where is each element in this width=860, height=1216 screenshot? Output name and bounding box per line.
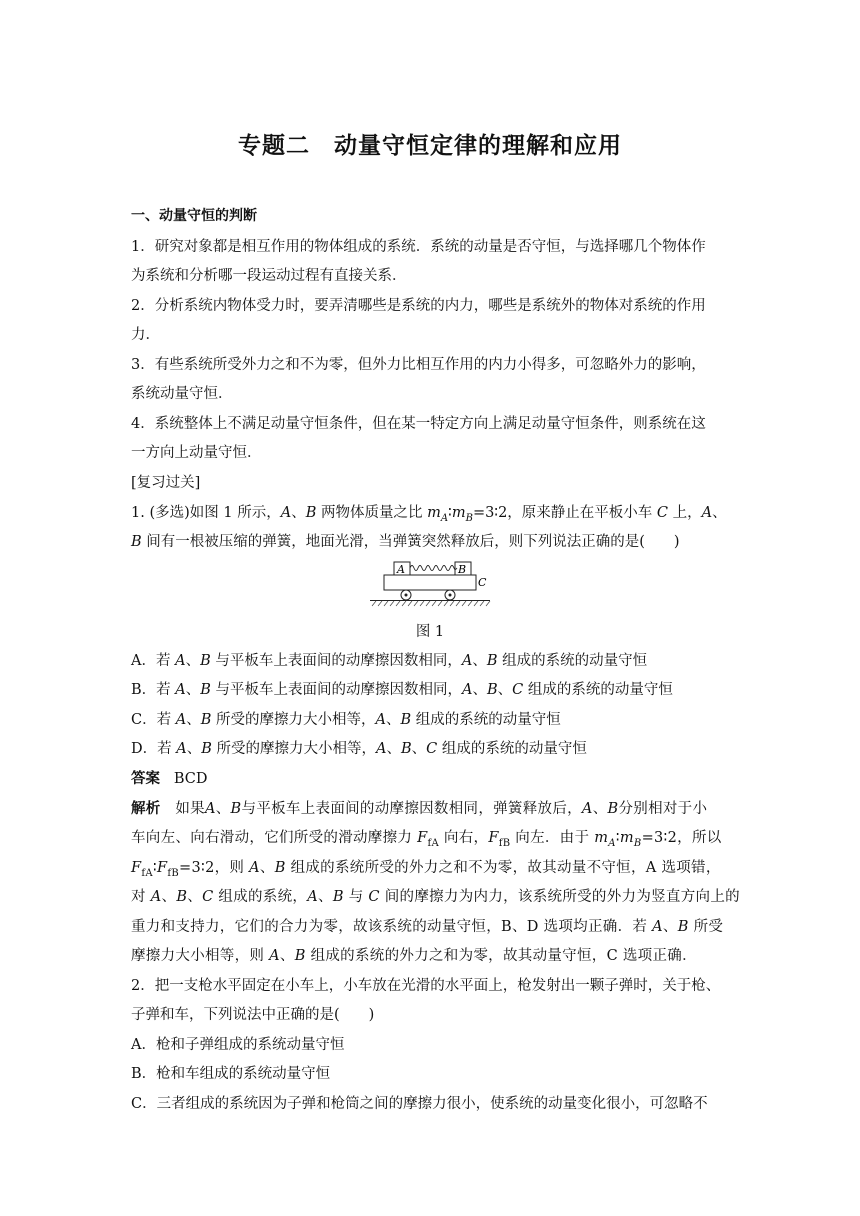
cart-diagram-svg bbox=[368, 558, 492, 608]
paragraph-3-line-2: 系统动量守恒． bbox=[131, 386, 233, 402]
paragraph-4-line-2: 一方向上动量守恒． bbox=[131, 445, 262, 461]
paragraph-2-line-1: 2．分析系统内物体受力时，要弄清哪些是系统的内力，哪些是系统外的物体对系统的作用 bbox=[131, 298, 706, 314]
ground-hatching bbox=[372, 601, 490, 606]
review-heading: [复习过关] bbox=[131, 475, 201, 491]
page-title: 专题二 动量守恒定律的理解和应用 bbox=[238, 133, 622, 159]
question-1-line-1: 1. (多选)如图 1 所示，A、B 两物体质量之比 $m_A∶m_B=3∶2$，原来静止在平板小车 C 上，A、 bbox=[131, 505, 727, 524]
paragraph-3-line-1: 3．有些系统所受外力之和不为零，但外力比相互作用的内力小得多，可忽略外力的影响， bbox=[131, 357, 706, 373]
spring bbox=[410, 566, 457, 571]
q2-option-c: C．三者组成的系统因为子弹和枪筒之间的摩擦力很小，使系统的动量变化很小，可忽略不 bbox=[131, 1096, 708, 1112]
answer-label: 答案 bbox=[131, 771, 160, 787]
question-2-line-2: 子弹和车，下列说法中正确的是( ) bbox=[131, 1007, 375, 1023]
paragraph-1-line-2: 为系统和分析哪一段运动过程有直接关系． bbox=[131, 268, 407, 284]
label-a: A bbox=[397, 563, 405, 576]
paragraph-1-line-1: 1．研究对象都是相互作用的物体组成的系统．系统的动量是否守恒，与选择哪几个物体作 bbox=[131, 239, 706, 255]
wheel-left-axle bbox=[405, 594, 408, 597]
wheel-right-axle bbox=[449, 594, 452, 597]
answer-value: BCD bbox=[173, 771, 208, 787]
label-c: C bbox=[478, 576, 487, 589]
figure-cart-diagram bbox=[368, 558, 492, 612]
q2-option-b: B．枪和车组成的系统动量守恒 bbox=[131, 1066, 331, 1082]
analysis-line-5: 重力和支持力，它们的合力为零，故该系统的动量守恒，B、D 选项均正确．若 A、B 所受 bbox=[131, 919, 724, 935]
analysis-line-3: $F_{fA}∶F_{fB}=3∶2$，则 A、B 组成的系统所受的外力之和不为零，故其动量不守恒，A 选项错， bbox=[131, 860, 721, 879]
analysis-line-6: 摩擦力大小相等，则 A、B 组成的系统的外力之和为零，故其动量守恒，C 选项正确． bbox=[131, 948, 697, 964]
cart-body bbox=[384, 575, 476, 590]
analysis-line-2: 车向左、向右滑动，它们所受的滑动摩擦力 $F_{fA}$ 向右，$F_{fB}$ 向左．由于 $m_A∶m_B=3∶2$，所以 bbox=[131, 830, 722, 849]
option-c: C．若 A、B 所受的摩擦力大小相等，A、B 组成的系统的动量守恒 bbox=[131, 712, 561, 728]
paragraph-4-line-1: 4．系统整体上不满足动量守恒条件，但在某一特定方向上满足动量守恒条件，则系统在这 bbox=[131, 416, 706, 432]
paragraph-2-line-2: 力． bbox=[131, 327, 160, 343]
question-2-line-1: 2．把一支枪水平固定在小车上，小车放在光滑的水平面上，枪发射出一颗子弹时，关于枪、 bbox=[131, 978, 721, 994]
option-d: D．若 A、B 所受的摩擦力大小相等，A、B、C 组成的系统的动量守恒 bbox=[131, 741, 587, 757]
analysis-line-1: 解析 如果A、B与平板车上表面间的动摩擦因数相同，弹簧释放后，A、B分别相对于小 bbox=[131, 801, 708, 817]
analysis-line-4: 对 A、B、C 组成的系统，A、B 与 C 间的摩擦力为内力，该系统所受的外力为竖直方向上的 bbox=[131, 889, 740, 905]
q2-option-a: A．枪和子弹组成的系统动量守恒 bbox=[131, 1037, 345, 1053]
figure-caption: 图 1 bbox=[415, 624, 445, 640]
option-b: B．若 A、B 与平板车上表面间的动摩擦因数相同，A、B、C 组成的系统的动量守恒 bbox=[131, 682, 673, 698]
question-1-line-2: B 间有一根被压缩的弹簧，地面光滑，当弹簧突然释放后，则下列说法正确的是( ) bbox=[131, 534, 680, 550]
label-b: B bbox=[458, 563, 467, 576]
answer-line bbox=[131, 767, 207, 788]
option-a: A．若 A、B 与平板车上表面间的动摩擦因数相同，A、B 组成的系统的动量守恒 bbox=[131, 653, 648, 669]
section-heading: 一、动量守恒的判断 bbox=[131, 208, 257, 224]
